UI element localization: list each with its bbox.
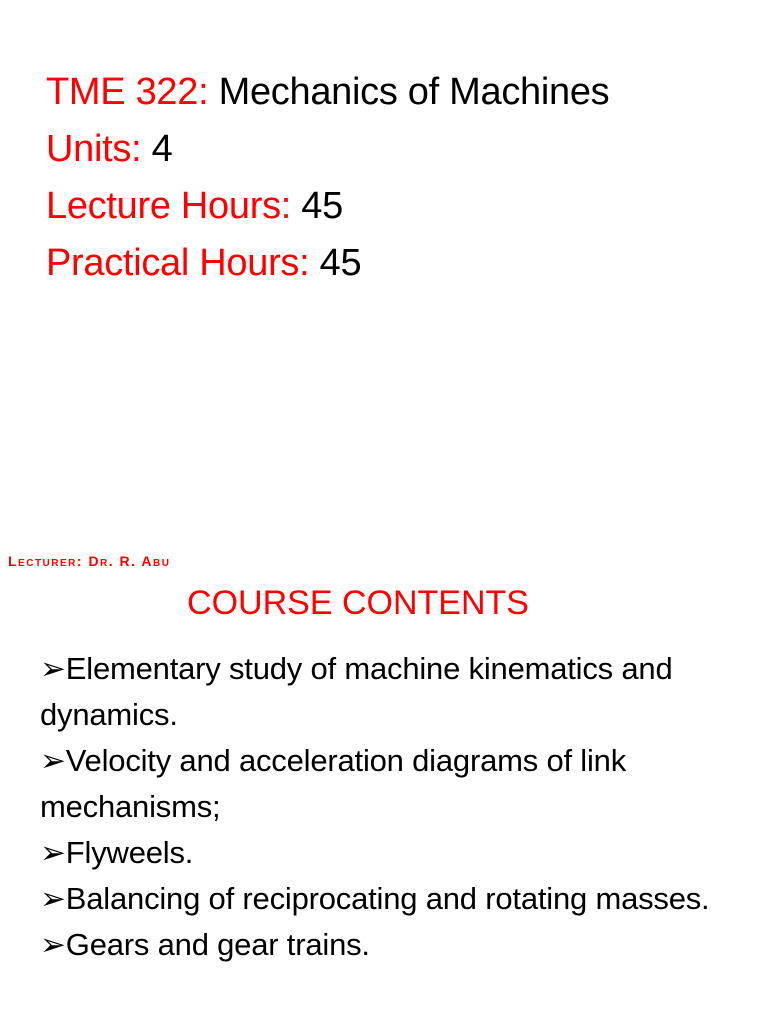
list-item-text: Velocity and acceleration diagrams of link mechanisms;	[40, 743, 627, 824]
practical-hours-label: Practical Hours:	[46, 242, 310, 284]
lecturer-name: Lecturer: Dr. R. Abu	[8, 553, 171, 569]
arrow-bullet-icon: ➢	[40, 927, 66, 962]
list-item	[40, 876, 760, 922]
list-item-text: Flyweels.	[65, 835, 194, 870]
arrow-bullet-icon: ➢	[40, 743, 66, 778]
units-line	[46, 121, 609, 178]
practical-hours-line	[46, 235, 609, 292]
list-item	[40, 738, 760, 830]
course-contents-list	[40, 646, 760, 968]
course-title: Mechanics of Machines	[218, 71, 610, 113]
list-item	[40, 830, 760, 876]
practical-hours-value: 45	[319, 242, 362, 284]
course-code-label: TME 322:	[46, 71, 209, 113]
arrow-bullet-icon: ➢	[40, 651, 66, 686]
list-item-text: Gears and gear trains.	[65, 927, 370, 962]
list-item-text: Balancing of reciprocating and rotating masses.	[65, 881, 710, 916]
units-value: 4	[151, 128, 173, 170]
lecture-hours-value: 45	[301, 185, 343, 227]
lecture-hours-line	[46, 178, 609, 235]
course-title-line	[46, 64, 609, 121]
list-item	[40, 922, 760, 968]
list-item-text: Elementary study of machine kinematics and dynamics.	[40, 651, 673, 732]
list-item	[40, 646, 760, 738]
units-label: Units:	[46, 128, 142, 170]
arrow-bullet-icon: ➢	[40, 881, 66, 916]
lecture-hours-label: Lecture Hours:	[46, 185, 292, 227]
course-info	[46, 64, 609, 292]
arrow-bullet-icon: ➢	[40, 835, 66, 870]
course-contents-heading: COURSE CONTENTS	[187, 584, 529, 622]
